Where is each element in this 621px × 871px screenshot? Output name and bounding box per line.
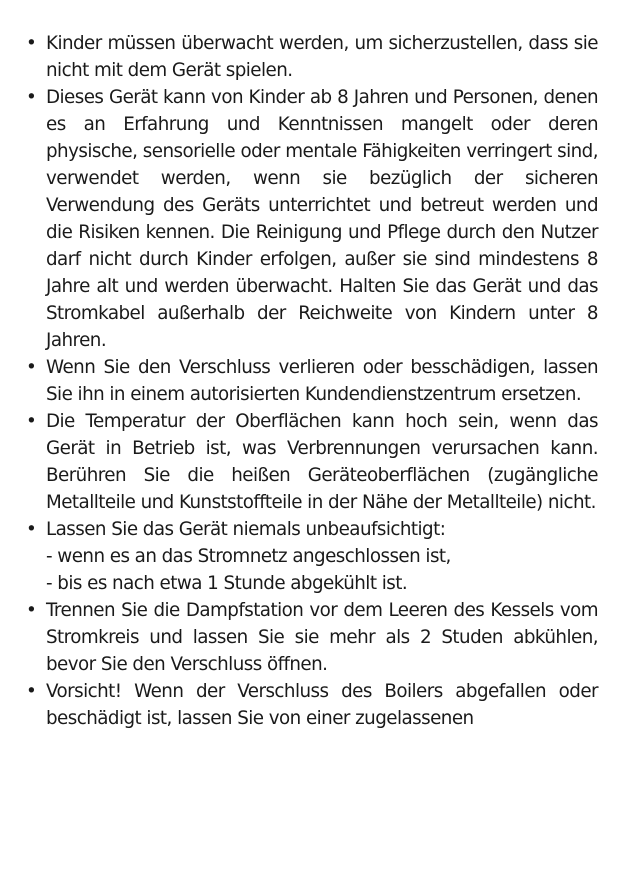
safety-instructions — [26, 30, 598, 732]
list-item — [26, 408, 598, 516]
bullet-glyph: • — [26, 87, 37, 108]
list-item-text: Dieses Gerät kann von Kinder ab 8 Jahren und Personen, denen es an Erfahrung und Kenntnissen mangelt oder deren physische, sensorielle oder mentale Fähigkeiten verringert sind, verwendet werden, wenn sie bezüglich der sicheren Verwendung des Geräts unterrichtet und betreut werden und die Risiken kennen. Die Reinigung und Pflege durch den Nutzer darf nicht durch Kinder erfolgen, außer sie sind mindestens 8 Jahre alt und werden überwacht. Halten Sie das Gerät und das Stromkabel außerhalb der Reichweite von Kindern unter 8 Jahren. — [46, 87, 598, 351]
list-item-text: Trennen Sie die Dampfstation vor dem Leeren des Kessels vom Stromkreis und lassen Sie sie mehr als 2 Studen abkühlen, bevor Sie den Verschluss öffnen. — [46, 600, 598, 675]
list-item — [26, 597, 598, 678]
list-item — [26, 354, 598, 408]
bullet-glyph: • — [26, 33, 37, 54]
list-item-text: Wenn Sie den Verschluss verlieren oder besschädigen, lassen Sie ihn in einem autorisierten Kundendienstzentrum ersetzen. — [46, 357, 598, 405]
list-item — [26, 84, 598, 354]
bullet-glyph: • — [26, 681, 37, 702]
bullet-glyph: • — [26, 357, 37, 378]
list-item-text: Vorsicht! Wenn der Verschluss des Boilers abgefallen oder beschädigt ist, lassen Sie von einer zugelassenen — [46, 681, 598, 729]
list-item — [26, 516, 598, 597]
list-item-text: Kinder müssen überwacht werden, um sicherzustellen, dass sie nicht mit dem Gerät spielen. — [46, 33, 598, 81]
list-item-text: Die Temperatur der Oberflächen kann hoch sein, wenn das Gerät in Betrieb ist, was Verbrennungen verursachen kann. Berühren Sie die heißen Geräteoberflächen (zugängliche Metallteile und Kunststoffteile in der Nähe der Metallteile) nicht. — [46, 411, 598, 513]
bullet-glyph: • — [26, 411, 37, 432]
list-item-text: Lassen Sie das Gerät niemals unbeaufsichtigt: — [46, 519, 446, 540]
list-item — [26, 678, 598, 732]
bullet-glyph: • — [26, 519, 37, 540]
sub-item: - bis es nach etwa 1 Stunde abgekühlt ist. — [46, 573, 408, 594]
sub-item: - wenn es an das Stromnetz angeschlossen ist, — [46, 546, 451, 567]
list-item — [26, 30, 598, 84]
bullet-glyph: • — [26, 600, 37, 621]
